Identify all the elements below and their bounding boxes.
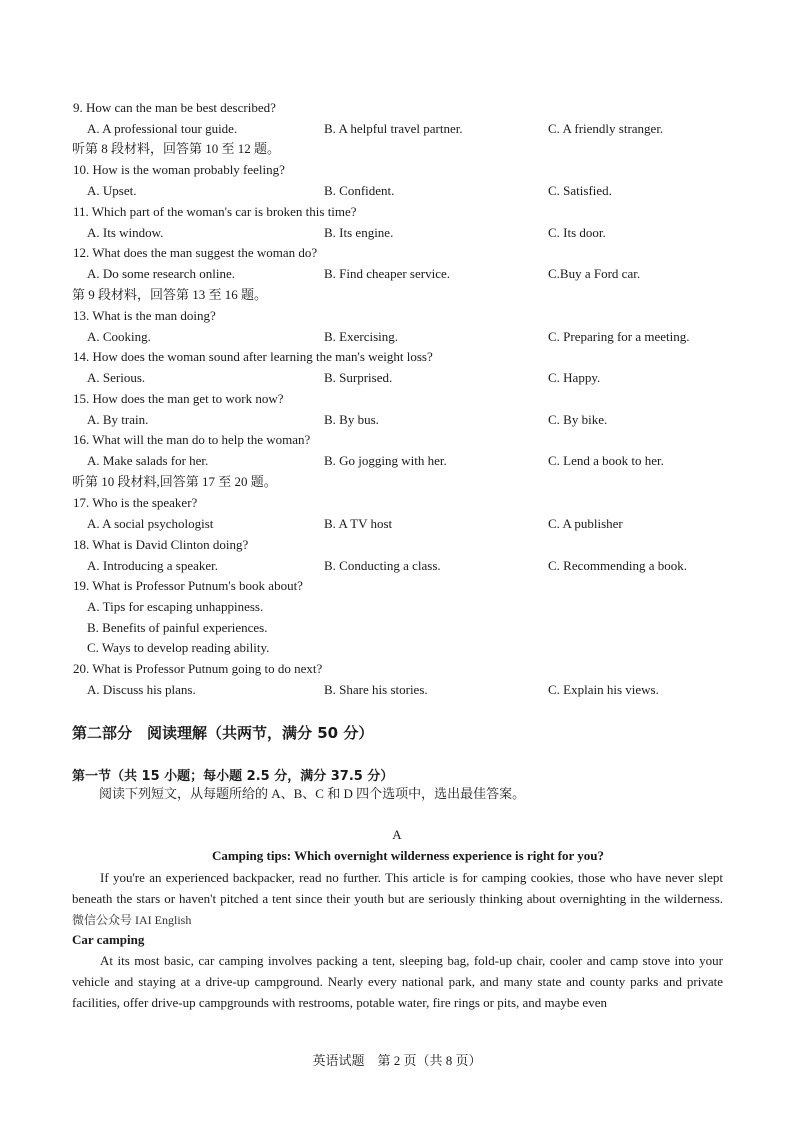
question-15-option-a: A. By train. bbox=[87, 412, 149, 427]
listening-note-9: 第 9 段材料，回答第 13 至 16 题。 bbox=[72, 287, 268, 302]
reading-instruction: 阅读下列短文，从每题所给的 A、B、C 和 D 四个选项中，选出最佳答案。 bbox=[99, 786, 526, 801]
question-19-option-b: B. Benefits of painful experiences. bbox=[87, 620, 268, 635]
question-15-option-b: B. By bus. bbox=[324, 412, 379, 427]
question-11-stem: 11. Which part of the woman's car is broken this time? bbox=[73, 204, 357, 219]
passage-title: Camping tips: Which overnight wilderness experience is right for you? bbox=[211, 848, 605, 863]
question-20-stem: 20. What is Professor Putnum going to do next? bbox=[73, 661, 323, 676]
question-10-stem: 10. How is the woman probably feeling? bbox=[73, 162, 285, 177]
question-14-option-b: B. Surprised. bbox=[324, 370, 393, 385]
question-11-option-b: B. Its engine. bbox=[324, 225, 394, 240]
question-13-option-b: B. Exercising. bbox=[324, 329, 399, 344]
question-9-stem: 9. How can the man be best described? bbox=[73, 100, 276, 115]
question-10-option-c: C. Satisfied. bbox=[548, 183, 612, 198]
question-11-option-c: C. Its door. bbox=[548, 225, 606, 240]
question-15-option-c: C. By bike. bbox=[548, 412, 608, 427]
question-10-option-b: B. Confident. bbox=[324, 183, 395, 198]
question-15-stem: 15. How does the man get to work now? bbox=[73, 391, 284, 406]
question-14-option-a: A. Serious. bbox=[87, 370, 146, 385]
question-16-option-c: C. Lend a book to her. bbox=[548, 453, 664, 468]
question-12-option-b: B. Find cheaper service. bbox=[324, 266, 450, 281]
question-19-option-a: A. Tips for escaping unhappiness. bbox=[87, 599, 264, 614]
question-14-stem: 14. How does the woman sound after learning the man's weight loss? bbox=[73, 349, 433, 364]
question-9-option-c: C. A friendly stranger. bbox=[548, 121, 664, 136]
section-one-heading: 第一节（共 15 小题；每小题 2.5 分，满分 37.5 分） bbox=[72, 769, 394, 784]
watermark-text: 微信公众号 IAI English bbox=[72, 913, 192, 927]
listening-note-10: 听第 10 段材料,回答第 17 至 20 题。 bbox=[72, 474, 277, 489]
question-19-stem: 19. What is Professor Putnum's book about? bbox=[73, 578, 303, 593]
listening-note-8: 听第 8 段材料，回答第 10 至 12 题。 bbox=[72, 141, 281, 156]
question-18-option-a: A. Introducing a speaker. bbox=[87, 558, 219, 573]
paragraph-1-text: If you're an experienced backpacker, read no further. This article is for camping cookies, those who have never slept beneath the stars or haven't pitched a tent since their youth but are seriously thinking about overnighting in the wilderness. bbox=[72, 870, 723, 906]
question-17-option-a: A. A social psychologist bbox=[87, 516, 214, 531]
question-17-stem: 17. Who is the speaker? bbox=[73, 495, 198, 510]
question-9-option-a: A. A professional tour guide. bbox=[87, 121, 238, 136]
question-9-option-b: B. A helpful travel partner. bbox=[324, 121, 463, 136]
question-12-option-a: A. Do some research online. bbox=[87, 266, 236, 281]
passage-paragraph-1 bbox=[72, 867, 723, 931]
question-20-option-b: B. Share his stories. bbox=[324, 682, 428, 697]
question-18-option-b: B. Conducting a class. bbox=[324, 558, 441, 573]
question-20-option-c: C. Explain his views. bbox=[548, 682, 659, 697]
page-footer: 英语试题 第 2 页（共 8 页） bbox=[312, 1053, 482, 1068]
question-16-stem: 16. What will the man do to help the woman? bbox=[73, 432, 311, 447]
question-13-stem: 13. What is the man doing? bbox=[73, 308, 216, 323]
part-two-heading: 第二部分 阅读理解（共两节，满分 50 分） bbox=[72, 724, 374, 742]
question-18-option-c: C. Recommending a book. bbox=[548, 558, 688, 573]
question-17-option-c: C. A publisher bbox=[548, 516, 623, 531]
question-16-option-a: A. Make salads for her. bbox=[87, 453, 209, 468]
passage-letter: A bbox=[392, 827, 402, 842]
question-20-option-a: A. Discuss his plans. bbox=[87, 682, 196, 697]
subheading-car-camping: Car camping bbox=[72, 932, 145, 947]
passage-paragraph-2: At its most basic, car camping involves packing a tent, sleeping bag, fold-up chair, cooler and camp stove into your vehicle and staying at a drive-up campground. Nearly every national park, and many state and county parks and private facilities, offer drive-up campgrounds with restrooms, potable water, fire rings or pits, and maybe even bbox=[72, 953, 723, 1010]
question-13-option-a: A. Cooking. bbox=[87, 329, 151, 344]
question-11-option-a: A. Its window. bbox=[87, 225, 164, 240]
question-10-option-a: A. Upset. bbox=[87, 183, 137, 198]
question-18-stem: 18. What is David Clinton doing? bbox=[73, 537, 249, 552]
question-16-option-b: B. Go jogging with her. bbox=[324, 453, 447, 468]
question-17-option-b: B. A TV host bbox=[324, 516, 393, 531]
question-12-option-c: C.Buy a Ford car. bbox=[548, 266, 641, 281]
question-12-stem: 12. What does the man suggest the woman do? bbox=[73, 245, 318, 260]
question-19-option-c: C. Ways to develop reading ability. bbox=[87, 640, 270, 655]
question-14-option-c: C. Happy. bbox=[548, 370, 601, 385]
question-13-option-c: C. Preparing for a meeting. bbox=[548, 329, 690, 344]
